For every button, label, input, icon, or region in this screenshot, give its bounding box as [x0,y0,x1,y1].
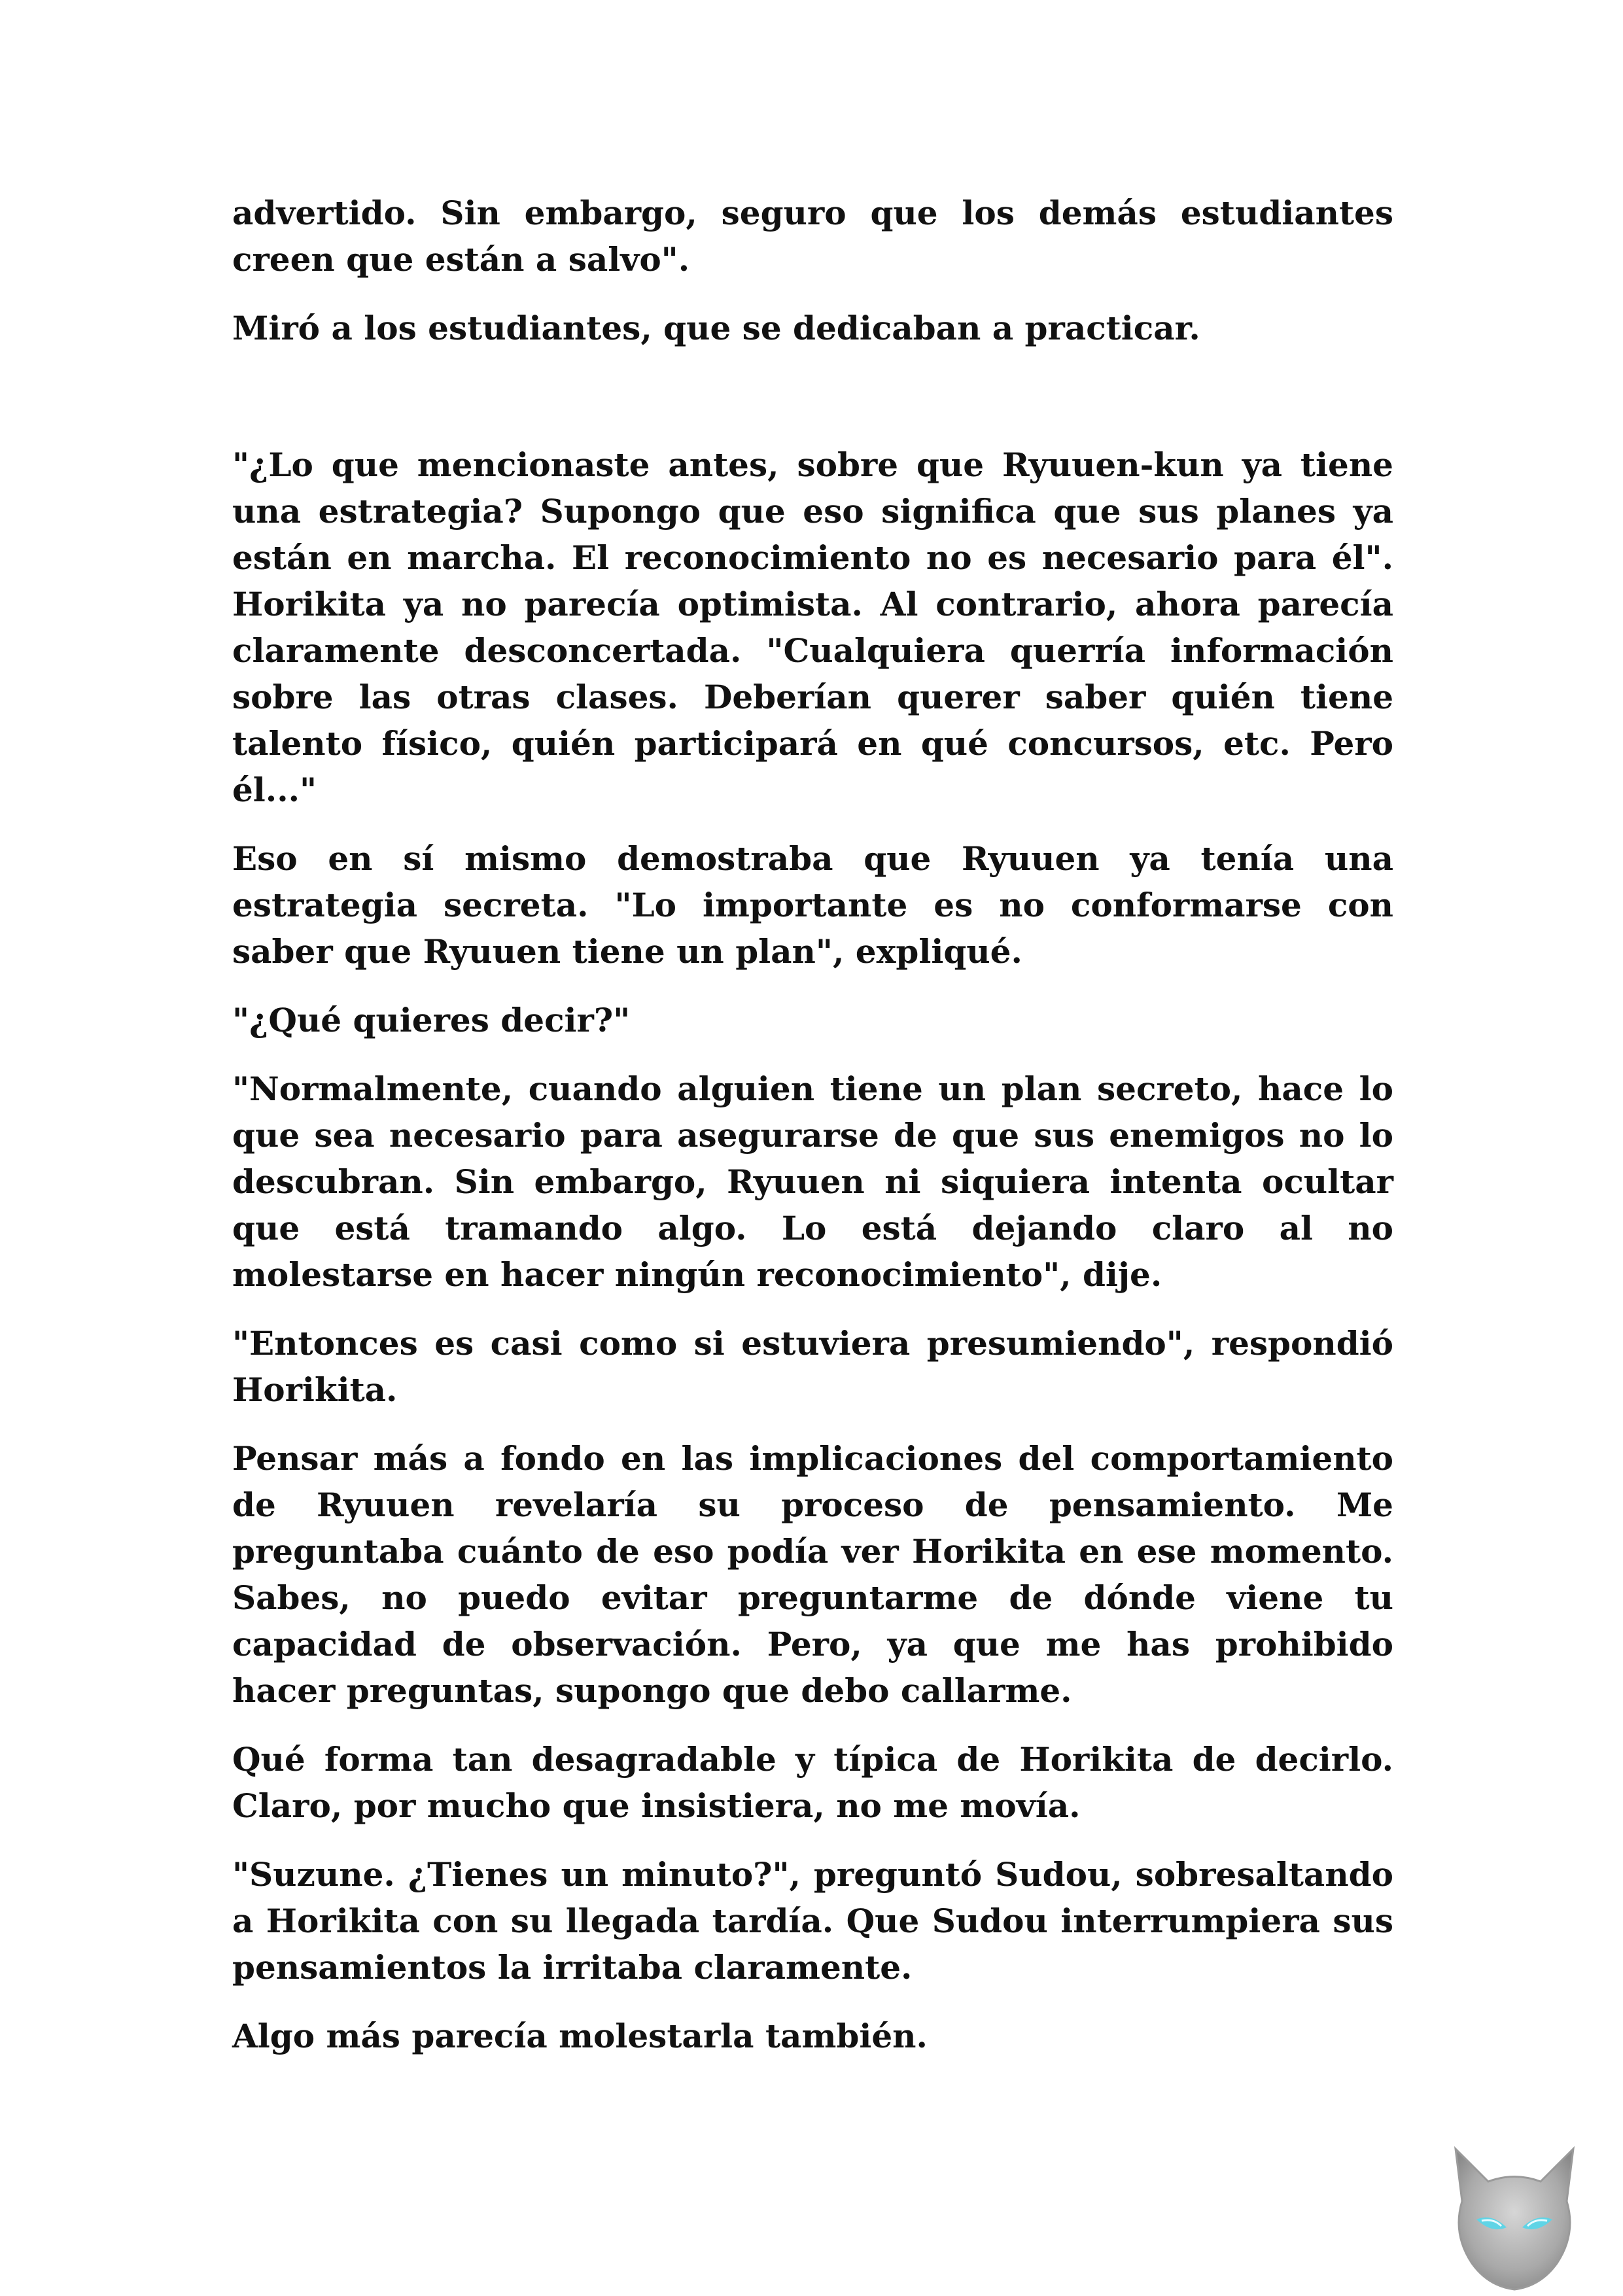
paragraph: Qué forma tan desagradable y típica de Horikita de decirlo. Claro, por mucho que insistiera, no me movía. [232,1740,1393,1825]
paragraph: "Entonces es casi como si estuviera presumiendo", respondió Horikita. [232,1324,1393,1409]
paragraph: "¿Lo que mencionaste antes, sobre que Ryuuen-kun ya tiene una estrategia? Supongo que eso significa que sus planes ya están en marcha. El reconocimiento no es necesario para él". Horikita ya no parecía optimista. Al contrario, ahora parecía claramente desconcertada. "Cualquiera querría información sobre las otras clases. Deberían querer saber quién tiene talento físico, quién participará en qué concursos, etc. Pero él..." [232,445,1393,809]
paragraph: Miró a los estudiantes, que se dedicaban a practicar. [232,309,1200,347]
paragraph: advertido. Sin embargo, seguro que los demás estudiantes creen que están a salvo". [232,194,1393,279]
paragraph: "Normalmente, cuando alguien tiene un plan secreto, hace lo que sea necesario para asegurarse de que sus enemigos no lo descubran. Sin embargo, Ryuuen ni siquiera intenta ocultar que está tramando algo. Lo está dejando claro al no molestarse en hacer ningún reconocimiento", dije. [232,1070,1393,1294]
demon-head-icon [1436,2136,1593,2293]
paragraph: Pensar más a fondo en las implicaciones del comportamiento de Ryuuen revelaría su proceso de pensamiento. Me preguntaba cuánto de eso podía ver Horikita en ese momento. Sabes, no puedo evitar preguntarme de dónde viene tu capacidad de observación. Pero, ya que me has prohibido hacer preguntas, supongo que debo callarme. [232,1439,1393,1710]
paragraph: "Suzune. ¿Tienes un minuto?", preguntó Sudou, sobresaltando a Horikita con su llegada tardía. Que Sudou interrumpiera sus pensamientos la irritaba claramente. [232,1855,1393,1987]
paragraph: Eso en sí mismo demostraba que Ryuuen ya tenía una estrategia secreta. "Lo importante es no conformarse con saber que Ryuuen tiene un plan", expliqué. [232,839,1393,971]
paragraph: Algo más parecía molestarla también. [232,2017,928,2055]
section-gap [232,374,1393,442]
page-body [232,190,1393,2081]
paragraph: "¿Qué quieres decir?" [232,1001,631,1039]
